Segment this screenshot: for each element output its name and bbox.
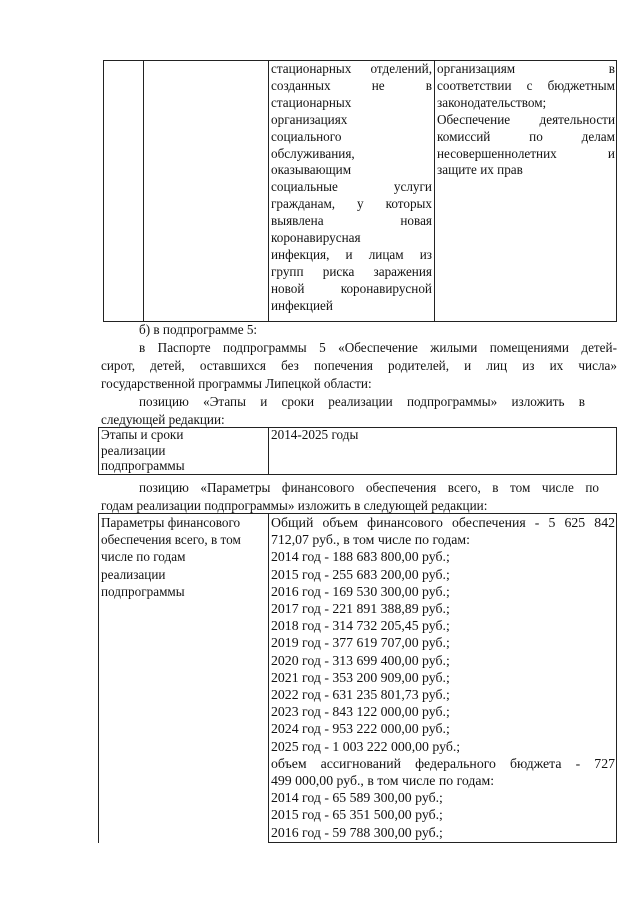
- cell-line: оказывающим: [271, 162, 352, 178]
- paragraph-line: б) в подпрограмме 5:: [139, 322, 258, 337]
- cell-line: 2014-2025 годы: [271, 427, 359, 442]
- cell-line: 2015 год - 65 351 500,00 руб.;: [271, 807, 443, 823]
- finance-label-cell: [101, 514, 266, 600]
- cell-line: коронавирусная: [271, 230, 361, 246]
- table-column-divider: [434, 60, 435, 322]
- table-column-divider: [143, 60, 144, 322]
- cell-line: реализации: [101, 566, 166, 582]
- cell-line: 2020 год - 313 699 400,00 руб.;: [271, 652, 450, 668]
- cell-line: подпрограммы: [101, 583, 185, 599]
- cell-line: Параметры финансового: [101, 515, 241, 530]
- finance-value-cell: [271, 514, 615, 841]
- cell-line: обслуживания,: [271, 145, 355, 161]
- cell-line: 2017 год - 221 891 388,89 руб.;: [271, 601, 450, 617]
- cell-line: 2016 год - 169 530 300,00 руб.;: [271, 583, 450, 599]
- cell-line: подпрограммы: [101, 458, 185, 474]
- finance-table-bottom-rule: [268, 842, 617, 843]
- cell-line: 2018 год - 314 732 205,45 руб.;: [271, 618, 450, 634]
- cell-line: стационарных: [271, 94, 352, 110]
- cell-line: новой коронавирусной: [271, 280, 432, 296]
- cell-line: 2025 год - 1 003 222 000,00 руб.;: [271, 738, 461, 754]
- table-column-divider: [268, 427, 269, 475]
- cell-line: 2022 год - 631 235 801,73 руб.;: [271, 687, 450, 703]
- cell-line: числе по годам: [101, 549, 186, 565]
- cell-line: комиссий по делам: [437, 128, 615, 144]
- cell-line: Общий объем финансового обеспечения - 5 625 842: [271, 515, 615, 530]
- paragraph-line: позицию «Этапы и сроки реализации подпрограммы» изложить в: [139, 394, 585, 409]
- cell-line: инфекция, и лицам из: [271, 246, 432, 262]
- cell-line: созданных не в: [271, 77, 432, 93]
- paragraph-position-finance: [101, 479, 599, 515]
- paragraph-line: годам реализации подпрограммы» изложить в следующей редакции:: [101, 498, 488, 514]
- paragraph-line: государственной программы Липецкой области:: [101, 376, 372, 392]
- cell-line: объем ассигнований федерального бюджета - 727: [271, 755, 615, 771]
- table-column-divider: [268, 513, 269, 843]
- cell-line: Обеспечение деятельности: [437, 111, 615, 127]
- cell-line: гражданам, у которых: [271, 196, 432, 212]
- cell-line: инфекцией: [271, 297, 333, 313]
- paragraph-line: сирот, детей, оставшихся без попечения родителей, и лиц из их числа»: [101, 358, 617, 374]
- cell-line: 2024 год - 953 222 000,00 руб.;: [271, 721, 450, 737]
- cell-line: несовершеннолетних и: [437, 145, 615, 161]
- stages-label-cell: [101, 427, 266, 474]
- table-cell-executors: [437, 61, 615, 179]
- cell-line: 712,07 руб., в том числе по годам:: [271, 532, 470, 548]
- paragraph-line: в Паспорте подпрограммы 5 «Обеспечение жилыми помещениями детей-: [139, 340, 617, 355]
- cell-line: Этапы и сроки: [101, 427, 184, 442]
- cell-line: законодательством;: [437, 94, 547, 110]
- paragraph-line: позицию «Параметры финансового обеспечения всего, в том числе по: [139, 480, 599, 495]
- cell-line: 2016 год - 59 788 300,00 руб.;: [271, 824, 443, 840]
- cell-line: выявлена новая: [271, 213, 432, 229]
- cell-line: 2014 год - 65 589 300,00 руб.;: [271, 790, 443, 806]
- paragraph-b: [139, 321, 609, 339]
- cell-line: социального: [271, 128, 342, 144]
- cell-line: реализации: [101, 442, 166, 458]
- paragraph-passport: [101, 339, 617, 394]
- table-cell-measures: [271, 61, 432, 315]
- cell-line: 499 000,00 руб., в том числе по годам:: [271, 773, 495, 789]
- cell-line: 2014 год - 188 683 800,00 руб.;: [271, 549, 450, 565]
- stages-value-cell: [271, 427, 611, 443]
- cell-line: социальные услуги: [271, 179, 432, 195]
- cell-line: 2021 год - 353 200 909,00 руб.;: [271, 669, 450, 685]
- paragraph-position-stages: [101, 393, 585, 429]
- cell-line: соответствии с бюджетным: [437, 77, 615, 93]
- cell-line: организациях: [271, 111, 348, 127]
- cell-line: 2019 год - 377 619 707,00 руб.;: [271, 635, 450, 651]
- cell-line: групп риска заражения: [271, 263, 432, 279]
- paragraph-line: следующей редакции:: [101, 412, 225, 428]
- cell-line: защите их прав: [437, 162, 523, 178]
- cell-line: организациям в: [437, 61, 615, 76]
- cell-line: 2015 год - 255 683 200,00 руб.;: [271, 566, 450, 582]
- cell-line: обеспечения всего, в том: [101, 532, 241, 548]
- cell-line: стационарных отделений,: [271, 61, 432, 76]
- table-column-divider: [268, 60, 269, 322]
- cell-line: 2023 год - 843 122 000,00 руб.;: [271, 704, 450, 720]
